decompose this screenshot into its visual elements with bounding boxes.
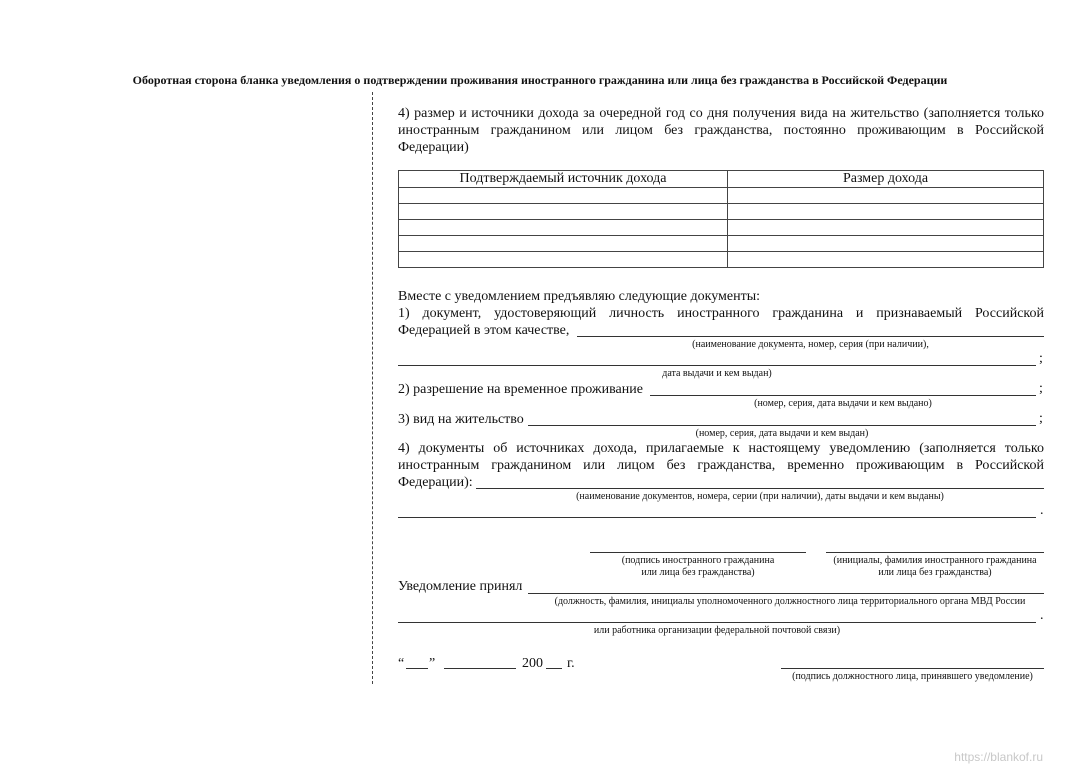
date-year-prefix: 200 <box>522 656 543 671</box>
semicolon: ; <box>1039 351 1043 366</box>
form-title: Оборотная сторона бланка уведомления о подтверждении проживания иностранного гражданина или лица без гражданства в Российской Федерации <box>132 73 948 87</box>
accepted-by-continuation-field[interactable] <box>398 622 1036 623</box>
document-item-1-line2: Федерацией в этом качестве, <box>398 323 570 338</box>
identity-document-details-field[interactable] <box>398 365 1036 366</box>
income-amount-cell[interactable] <box>728 220 1044 236</box>
semicolon: ; <box>1039 411 1043 426</box>
income-section-text: 4) размер и источники дохода за очередной год со дня получения вида на жительство (заполняется только иностранным гражданином или лицом без гражданства, постоянно проживающим в Российской Федерации) <box>398 106 1044 155</box>
temporary-residence-permit-field[interactable] <box>650 395 1036 396</box>
date-month-field[interactable] <box>444 668 516 669</box>
document-item-2-label: 2) разрешение на временное проживание <box>398 382 643 397</box>
residence-permit-caption: (номер, серия, дата выдачи и кем выдан) <box>695 428 869 439</box>
date-year-field[interactable] <box>546 668 562 669</box>
document-item-3-label: 3) вид на жительство <box>398 412 524 427</box>
table-row <box>399 204 1044 220</box>
income-table <box>398 170 1044 268</box>
income-amount-cell[interactable] <box>728 236 1044 252</box>
identity-document-details-caption: дата выдачи и кем выдан) <box>662 368 772 379</box>
residence-permit-field[interactable] <box>528 425 1036 426</box>
foreigner-name-caption: (инициалы, фамилия иностранного гражданина или лица без гражданства) <box>833 555 1037 578</box>
accepted-by-label: Уведомление принял <box>398 579 523 594</box>
income-source-cell[interactable] <box>399 252 728 268</box>
table-row <box>399 220 1044 236</box>
table-row <box>399 188 1044 204</box>
foreigner-signature-caption: (подпись иностранного гражданина или лица без гражданства) <box>621 555 775 578</box>
income-source-cell[interactable] <box>399 220 728 236</box>
income-amount-header: Размер дохода <box>728 171 1044 188</box>
watermark-link[interactable]: https://blankof.ru <box>954 750 1043 764</box>
income-amount-cell[interactable] <box>728 188 1044 204</box>
document-item-4-text: 4) документы об источниках дохода, прилагаемые к настоящему уведомлению (заполняется только иностранным гражданином или лицом без гражданства, временно проживающим в Российской Федерации): <box>398 441 1044 490</box>
date-close-quote: ” <box>429 656 436 671</box>
income-documents-field[interactable] <box>476 488 1044 489</box>
table-row <box>399 252 1044 268</box>
document-item-1-line1: 1) документ, удостоверяющий личность иностранного гражданина и признаваемый Российской <box>398 306 1044 321</box>
table-row <box>399 236 1044 252</box>
foreigner-name-field[interactable] <box>826 552 1044 553</box>
income-amount-cell[interactable] <box>728 252 1044 268</box>
date-day-field[interactable] <box>406 668 428 669</box>
cut-line <box>372 92 373 684</box>
official-signature-caption: (подпись должностного лица, принявшего уведомление) <box>792 671 1033 682</box>
income-documents-caption: (наименование документов, номера, серии (при наличии), даты выдачи и кем выданы) <box>576 491 944 502</box>
documents-intro: Вместе с уведомлением предъявляю следующие документы: <box>398 289 761 304</box>
income-documents-continuation-field[interactable] <box>398 517 1036 518</box>
identity-document-field[interactable] <box>577 336 1044 337</box>
period: . <box>1040 608 1044 623</box>
foreigner-signature-field[interactable] <box>590 552 806 553</box>
accepted-by-caption-continued: или работника организации федеральной почтовой связи) <box>593 625 841 636</box>
accepted-by-field[interactable] <box>528 593 1044 594</box>
period: . <box>1040 503 1044 518</box>
income-source-header: Подтверждаемый источник дохода <box>399 171 728 188</box>
semicolon: ; <box>1039 381 1043 396</box>
date-open-quote: “ <box>398 656 405 671</box>
income-source-cell[interactable] <box>399 204 728 220</box>
date-year-suffix: г. <box>567 656 575 671</box>
temporary-residence-permit-caption: (номер, серия, дата выдачи и кем выдано) <box>754 398 932 409</box>
income-source-cell[interactable] <box>399 236 728 252</box>
identity-document-caption: (наименование документа, номер, серия (при наличии), <box>692 339 929 350</box>
income-amount-cell[interactable] <box>728 204 1044 220</box>
accepted-by-caption: (должность, фамилия, инициалы уполномоченного должностного лица территориального органа МВД России <box>554 596 1026 607</box>
official-signature-field[interactable] <box>781 668 1044 669</box>
income-source-cell[interactable] <box>399 188 728 204</box>
